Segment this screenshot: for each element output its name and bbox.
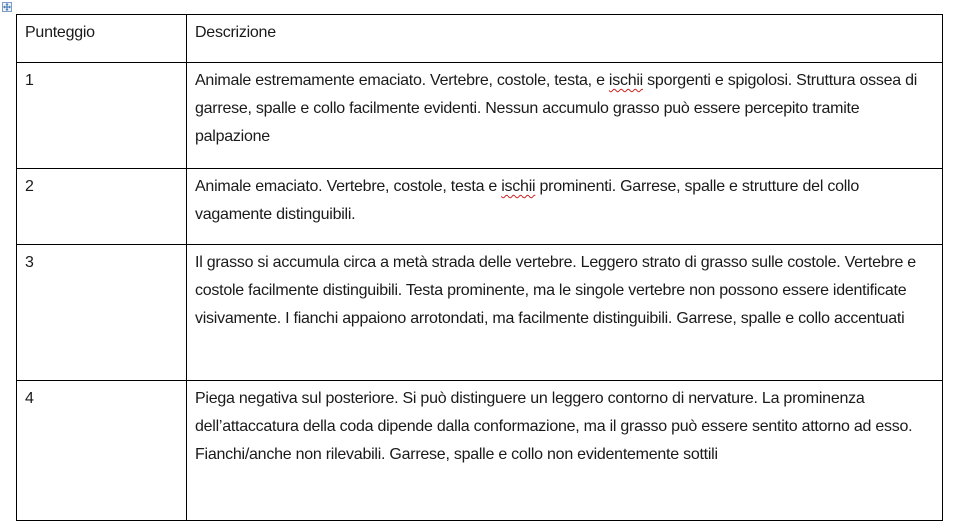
score-cell[interactable]: 1 (17, 63, 187, 169)
score-cell[interactable]: 2 (17, 169, 187, 245)
misspelled-word[interactable]: ischii (608, 72, 643, 89)
table-row (17, 63, 943, 169)
description-text: prominenti. Garrese, spalle e strutture del collo vagamente distinguibili. (195, 178, 859, 223)
move-arrows-icon (3, 3, 11, 11)
description-text: Animale emaciato. Vertebre, costole, testa e (195, 178, 502, 195)
table-header-row (17, 15, 943, 63)
description-text: Il grasso si accumula circa a metà strada delle vertebre. Leggero strato di grasso sulle costole. Vertebre e costole facilmente distinguibili. Testa prominente, ma le singole vertebre non possono essere identificate visivamente. I fianchi appaiono arrotondati, ma facilmente distinguibili. Garrese, spalle e collo accentuati (195, 254, 916, 327)
description-text: Piega negativa sul posteriore. Si può distinguere un leggero contorno di nervature. La prominenza dell’attaccatura della coda dipende dalla conformazione, ma il grasso può essere sentito attorno ad esso. Fianchi/anche non rilevabili. Garrese, spalle e collo non evidentemente sottili (195, 390, 913, 463)
header-cell-description[interactable]: Descrizione (187, 15, 943, 63)
score-cell[interactable]: 4 (17, 381, 187, 521)
table-row (17, 245, 943, 381)
header-cell-score[interactable]: Punteggio (17, 15, 187, 63)
description-text: Animale estremamente emaciato. Vertebre, costole, testa, e (195, 72, 609, 89)
description-cell[interactable] (187, 169, 943, 245)
description-text: sporgenti e spigolosi. Struttura ossea di garrese, spalle e collo facilmente evidenti. Nessun accumulo grasso può essere percepito tramite palpazione (195, 72, 918, 145)
body-condition-score-table (16, 14, 943, 521)
score-cell[interactable]: 3 (17, 245, 187, 381)
description-cell[interactable] (187, 245, 943, 381)
description-cell[interactable] (187, 63, 943, 169)
table-move-handle[interactable] (2, 2, 12, 12)
misspelled-word[interactable]: ischii (501, 178, 536, 195)
table-row (17, 169, 943, 245)
